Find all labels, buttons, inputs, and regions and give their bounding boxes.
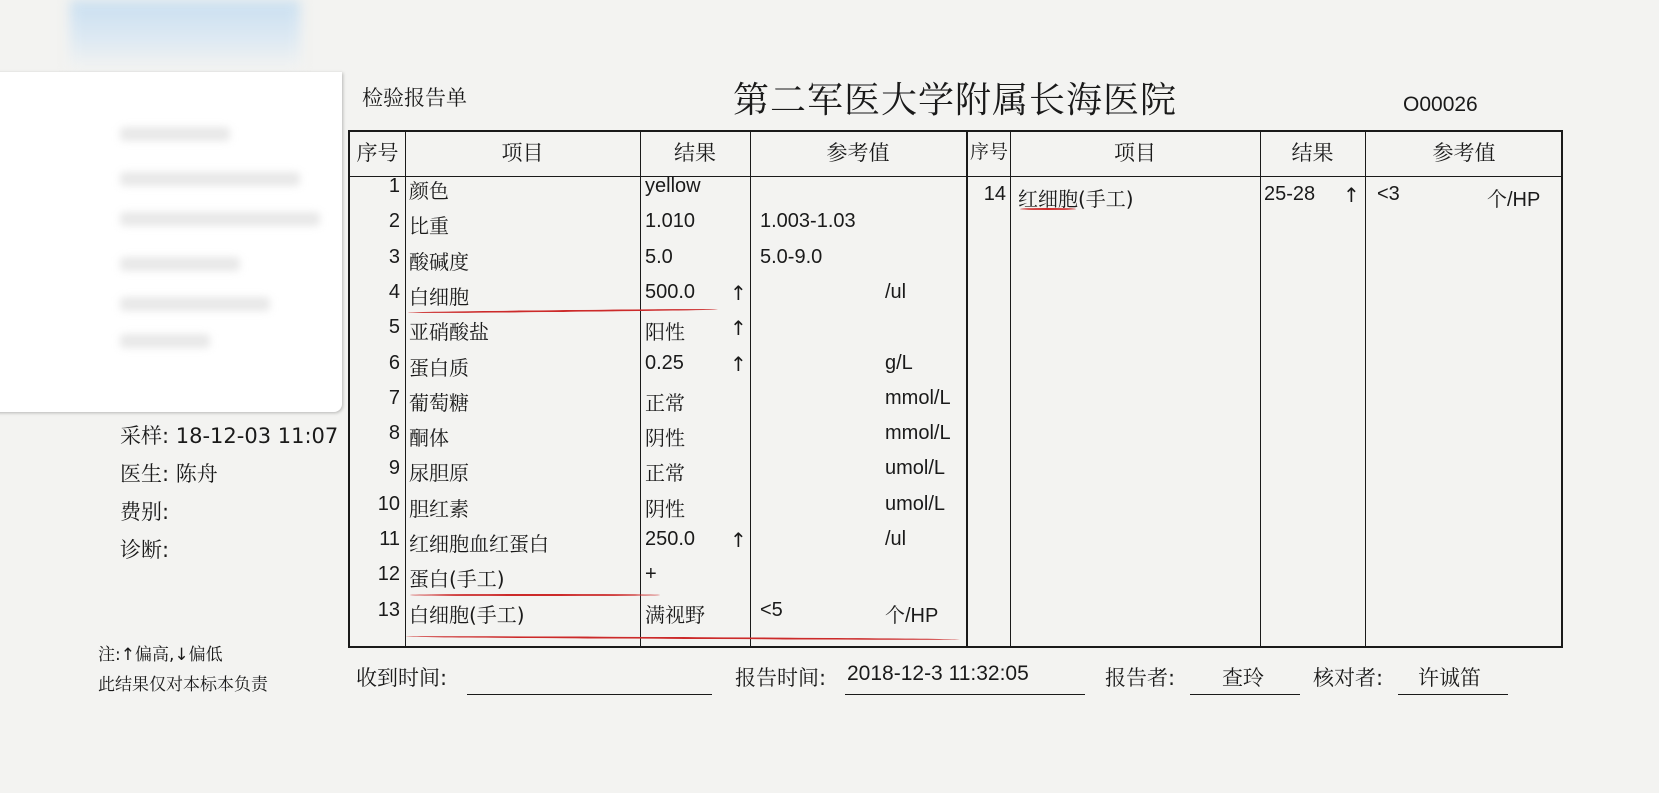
row-seq: 14 [983, 183, 1006, 205]
row-seq: 13 [377, 598, 400, 621]
col-divider [640, 130, 641, 648]
row-ref: 1.003-1.03 [760, 210, 856, 233]
reporter-name: 查玲 [1222, 666, 1264, 690]
row-result: 阴性 [645, 428, 685, 451]
row-flag-arrow: ↑ [730, 351, 747, 376]
note-legend: 注:↑偏高,↓偏低 [98, 645, 223, 665]
row-result: 正常 [645, 463, 685, 486]
col-divider [405, 130, 406, 648]
reporter-line [1190, 694, 1300, 695]
reporter-label: 报告者: [1105, 666, 1176, 690]
row-item: 比重 [409, 214, 449, 239]
checker-name: 许诚笛 [1418, 666, 1481, 690]
diagnosis: 诊断: [120, 538, 170, 562]
row-result: 0.25 [645, 351, 684, 374]
report-time-value: 2018-12-3 11:32:05 [847, 662, 1029, 685]
row-result: yellow [645, 175, 701, 197]
row-result: 正常 [645, 392, 685, 415]
hospital-name: 第二军医大学附属长海医院 [733, 80, 1178, 121]
received-time-label: 收到时间: [356, 666, 448, 690]
col-divider [1365, 130, 1366, 648]
row-ref: 5.0-9.0 [760, 245, 823, 268]
row-item: 尿胆原 [409, 461, 469, 486]
row-seq: 10 [377, 492, 400, 515]
row-unit: umol/L [885, 492, 946, 515]
row-item: 胆红素 [409, 496, 469, 521]
received-time-line [467, 694, 712, 695]
row-item: 红细胞(手工) [1018, 187, 1134, 211]
report-time-label: 报告时间: [735, 666, 827, 690]
header-item: 项目 [501, 141, 544, 165]
row-result: 500.0 [645, 280, 696, 303]
report-type-label: 检验报告单 [362, 86, 467, 110]
col-divider [1260, 130, 1261, 648]
col-divider [750, 130, 751, 648]
header-result: 结果 [674, 141, 716, 165]
row-flag-arrow: ↑ [730, 280, 747, 305]
row-seq: 8 [388, 422, 400, 445]
row-seq: 6 [388, 351, 400, 374]
sampling-time: 采样: 18-12-03 11:07 [120, 424, 339, 448]
row-seq: 2 [388, 210, 400, 233]
fee-type: 费别: [120, 500, 170, 524]
row-unit: /ul [885, 528, 907, 550]
row-seq: 12 [377, 563, 400, 586]
row-result: 1.010 [645, 210, 696, 233]
row-unit: /ul [885, 280, 907, 303]
note-disclaimer: 此结果仅对本标本负责 [98, 675, 268, 695]
row-unit: mmol/L [885, 422, 951, 445]
header-ref: 参考值 [826, 141, 890, 165]
row-result: 满视野 [645, 604, 705, 627]
row-unit: mmol/L [885, 386, 951, 409]
row-seq: 11 [379, 528, 400, 550]
doctor-name: 医生: 陈舟 [120, 462, 218, 486]
header-seq: 序号 [356, 141, 399, 165]
row-item: 亚硝酸盐 [409, 320, 489, 345]
header-ref-right: 参考值 [1432, 141, 1496, 165]
row-result: 25-28 [1264, 183, 1316, 205]
row-seq: 3 [388, 245, 400, 268]
blurred-header-area [70, 0, 300, 70]
pen-underline [410, 594, 660, 596]
row-unit: g/L [885, 351, 913, 374]
row-item: 白细胞(手工) [409, 602, 525, 627]
row-result: 5.0 [645, 245, 673, 268]
row-item: 酮体 [409, 426, 449, 451]
row-seq: 4 [388, 280, 400, 303]
header-item-right: 项目 [1114, 141, 1156, 165]
row-seq: 1 [388, 175, 400, 197]
report-code: O00026 [1403, 93, 1478, 116]
row-ref: <3 [1377, 183, 1400, 205]
redacted-patient-card [0, 72, 342, 412]
row-unit: umol/L [885, 457, 946, 480]
row-seq: 9 [388, 457, 400, 480]
col-divider [1010, 130, 1011, 648]
checker-line [1398, 694, 1508, 695]
row-item: 蛋白质 [409, 355, 469, 380]
row-unit: 个/HP [885, 604, 939, 627]
row-flag-arrow: ↑ [730, 316, 747, 341]
row-result: + [645, 563, 657, 586]
row-item: 白细胞 [409, 284, 469, 309]
row-item: 蛋白(手工) [409, 567, 505, 592]
row-flag-arrow: ↑ [1343, 183, 1360, 207]
row-item: 酸碱度 [409, 249, 469, 274]
row-seq: 7 [388, 386, 400, 409]
row-ref: <5 [760, 598, 783, 621]
checker-label: 核对者: [1313, 666, 1384, 690]
report-time-line [845, 694, 1085, 695]
row-seq: 5 [388, 316, 400, 339]
row-result: 阳性 [645, 322, 685, 345]
pen-underline [1020, 208, 1076, 210]
header-divider [348, 176, 1563, 177]
header-result-right: 结果 [1291, 141, 1334, 165]
row-item: 颜色 [409, 179, 449, 203]
row-unit: 个/HP [1487, 189, 1541, 211]
row-item: 红细胞血红蛋白 [409, 532, 549, 556]
header-seq-right: 序号 [969, 141, 1008, 163]
row-result: 250.0 [645, 528, 696, 550]
row-item: 葡萄糖 [409, 390, 469, 415]
row-flag-arrow: ↑ [730, 528, 747, 552]
row-result: 阴性 [645, 498, 685, 521]
